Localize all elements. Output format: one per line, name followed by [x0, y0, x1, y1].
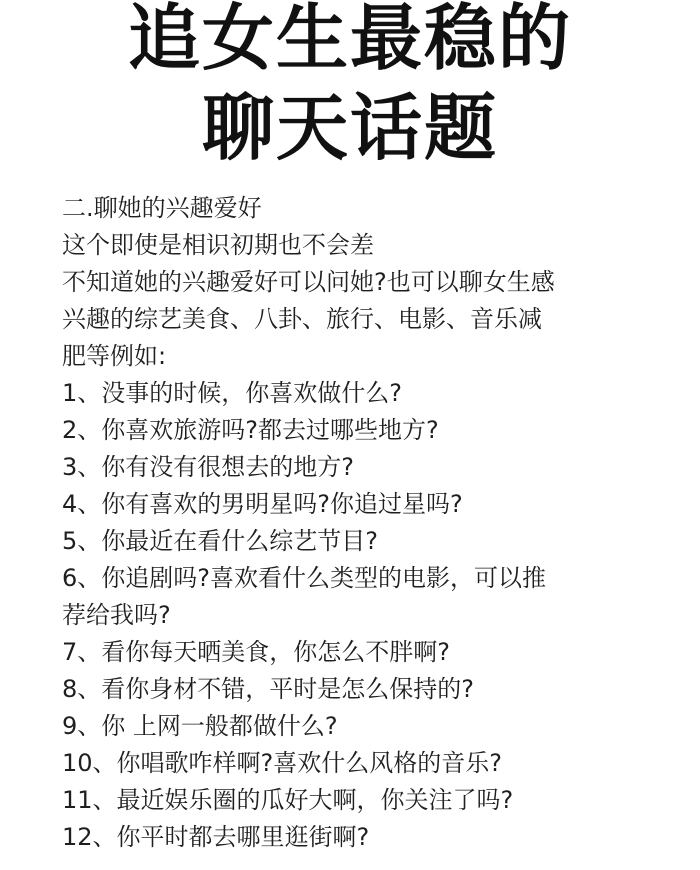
question-number: 6、	[62, 564, 102, 592]
title-line-2: 聊天话题	[201, 86, 498, 170]
question-item	[62, 375, 662, 412]
question-item	[62, 412, 662, 449]
question-number: 10、	[62, 749, 117, 777]
page-title	[0, 0, 700, 170]
question-item	[62, 819, 662, 856]
section-heading: 二.聊她的兴趣爱好	[62, 194, 262, 222]
question-text: 没事的时候，你喜欢做什么?	[101, 379, 403, 407]
question-number: 8、	[62, 675, 102, 703]
question-text: 最近娱乐圈的瓜好大啊，你关注了吗?	[116, 786, 514, 814]
question-number: 7、	[62, 638, 102, 666]
intro-line: 这个即使是相识初期也不会差	[62, 231, 374, 259]
question-text: 荐给我吗?	[62, 601, 171, 629]
article-body	[62, 190, 662, 856]
intro-line: 兴趣的综艺美食、八卦、旅行、电影、音乐减	[62, 305, 542, 333]
question-item	[62, 486, 662, 523]
title-line-1: 追女生最稳的	[127, 0, 572, 80]
question-number: 4、	[62, 490, 102, 518]
question-number: 5、	[62, 527, 102, 555]
question-text: 看你每天晒美食，你怎么不胖啊?	[101, 638, 451, 666]
question-item	[62, 449, 662, 486]
question-number: 3、	[62, 453, 102, 481]
question-number: 2、	[62, 416, 102, 444]
question-number: 12、	[62, 823, 117, 851]
question-item	[62, 782, 662, 819]
question-item	[62, 560, 662, 597]
question-text: 你最近在看什么综艺节目?	[101, 527, 379, 555]
question-number: 11、	[62, 786, 117, 814]
question-item	[62, 634, 662, 671]
question-item	[62, 745, 662, 782]
question-text: 你喜欢旅游吗?都去过哪些地方?	[101, 416, 439, 444]
question-number: 9、	[62, 712, 102, 740]
question-item	[62, 708, 662, 745]
question-text: 你 上网一般都做什么?	[101, 712, 338, 740]
question-text: 你唱歌咋样啊?喜欢什么风格的音乐?	[116, 749, 503, 777]
question-text: 你追剧吗?喜欢看什么类型的电影，可以推	[101, 564, 547, 592]
question-item-continuation	[62, 597, 662, 634]
question-item	[62, 671, 662, 708]
question-text: 你平时都去哪里逛街啊?	[116, 823, 370, 851]
question-text: 看你身材不错，平时是怎么保持的?	[101, 675, 475, 703]
question-text: 你有喜欢的男明星吗?你追过星吗?	[101, 490, 463, 518]
question-item	[62, 523, 662, 560]
question-text: 你有没有很想去的地方?	[101, 453, 355, 481]
intro-line: 肥等例如:	[62, 342, 167, 370]
intro-line: 不知道她的兴趣爱好可以问她?也可以聊女生感	[62, 268, 555, 296]
question-number: 1、	[62, 379, 102, 407]
